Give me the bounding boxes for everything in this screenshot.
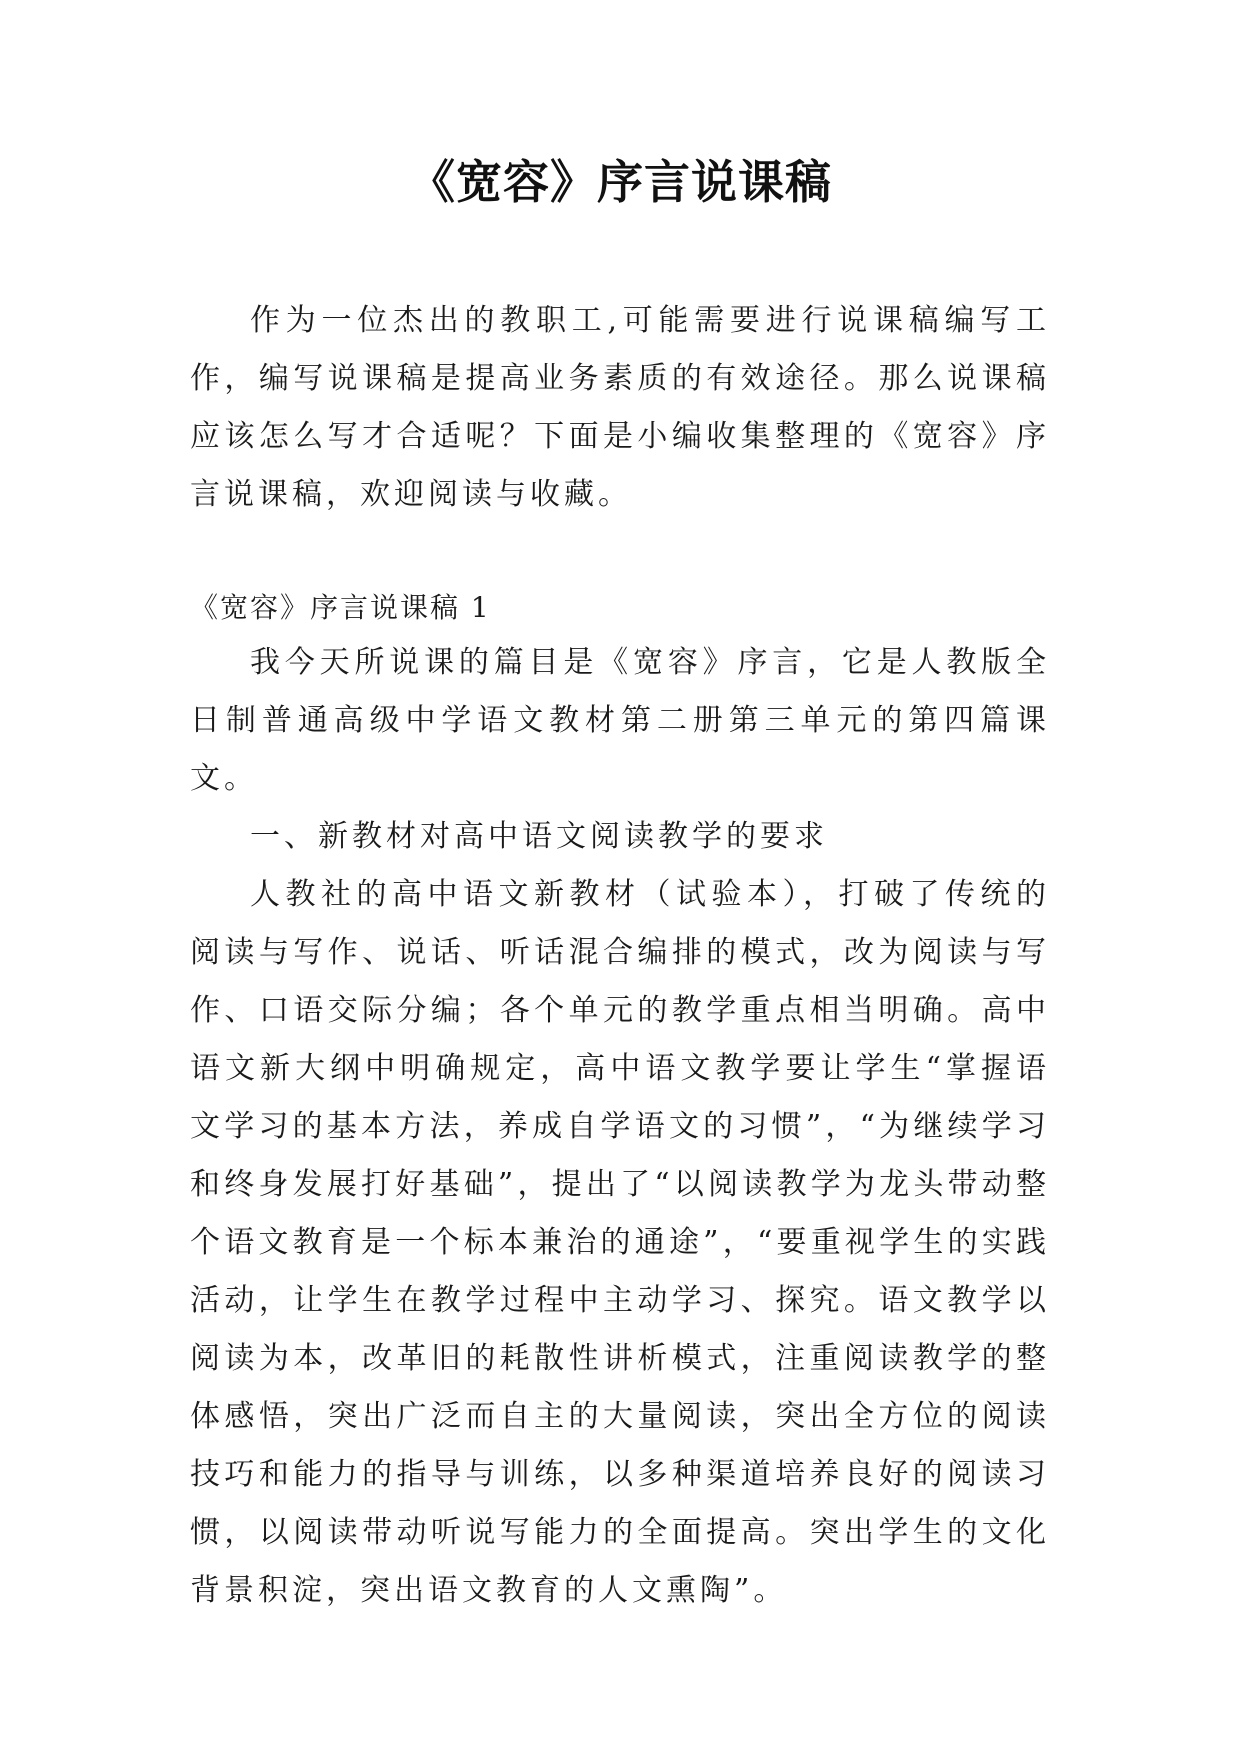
body-paragraph-2: 人教社的高中语文新教材（试验本），打破了传统的阅读与写作、说话、听话混合编排的模式，改为阅读与写作、口语交际分编；各个单元的教学重点相当明确。高中语文新大纲中明确规定，高中语文教学要让学生“掌握语文学习的基本方法，养成自学语文的习惯”，“为继续学习和终身发展打好基础”，提出了“以阅读教学为龙头带动整个语文教育是一个标本兼治的通途”，“要重视学生的实践活动，让学生在教学过程中主动学习、探究。语文教学以阅读为本，改革旧的耗散性讲析模式，注重阅读教学的整体感悟，突出广泛而自主的大量阅读，突出全方位的阅读技巧和能力的指导与训练，以多种渠道培养良好的阅读习惯，以阅读带动听说写能力的全面提高。突出学生的文化背景积淀，突出语文教育的人文熏陶”。 (190, 877, 1050, 1608)
section-heading: 《宽容》序言说课稿 1 (190, 591, 491, 624)
intro-paragraph: 作为一位杰出的教职工,可能需要进行说课稿编写工作，编写说课稿是提高业务素质的有效途径。那么说课稿应该怎么写才合适呢？下面是小编收集整理的《宽容》序言说课稿，欢迎阅读与收藏。 (190, 303, 1050, 512)
section-body (190, 582, 1050, 1620)
body-paragraph-1: 我今天所说课的篇目是《宽容》序言，它是人教版全日制普通高级中学语文教材第二册第三单元的第四篇课文。 (190, 645, 1050, 796)
intro-block (190, 292, 1050, 524)
subsection-heading: 一、新教材对高中语文阅读教学的要求 (250, 819, 828, 854)
document-title: 《宽容》序言说课稿 (409, 155, 832, 209)
